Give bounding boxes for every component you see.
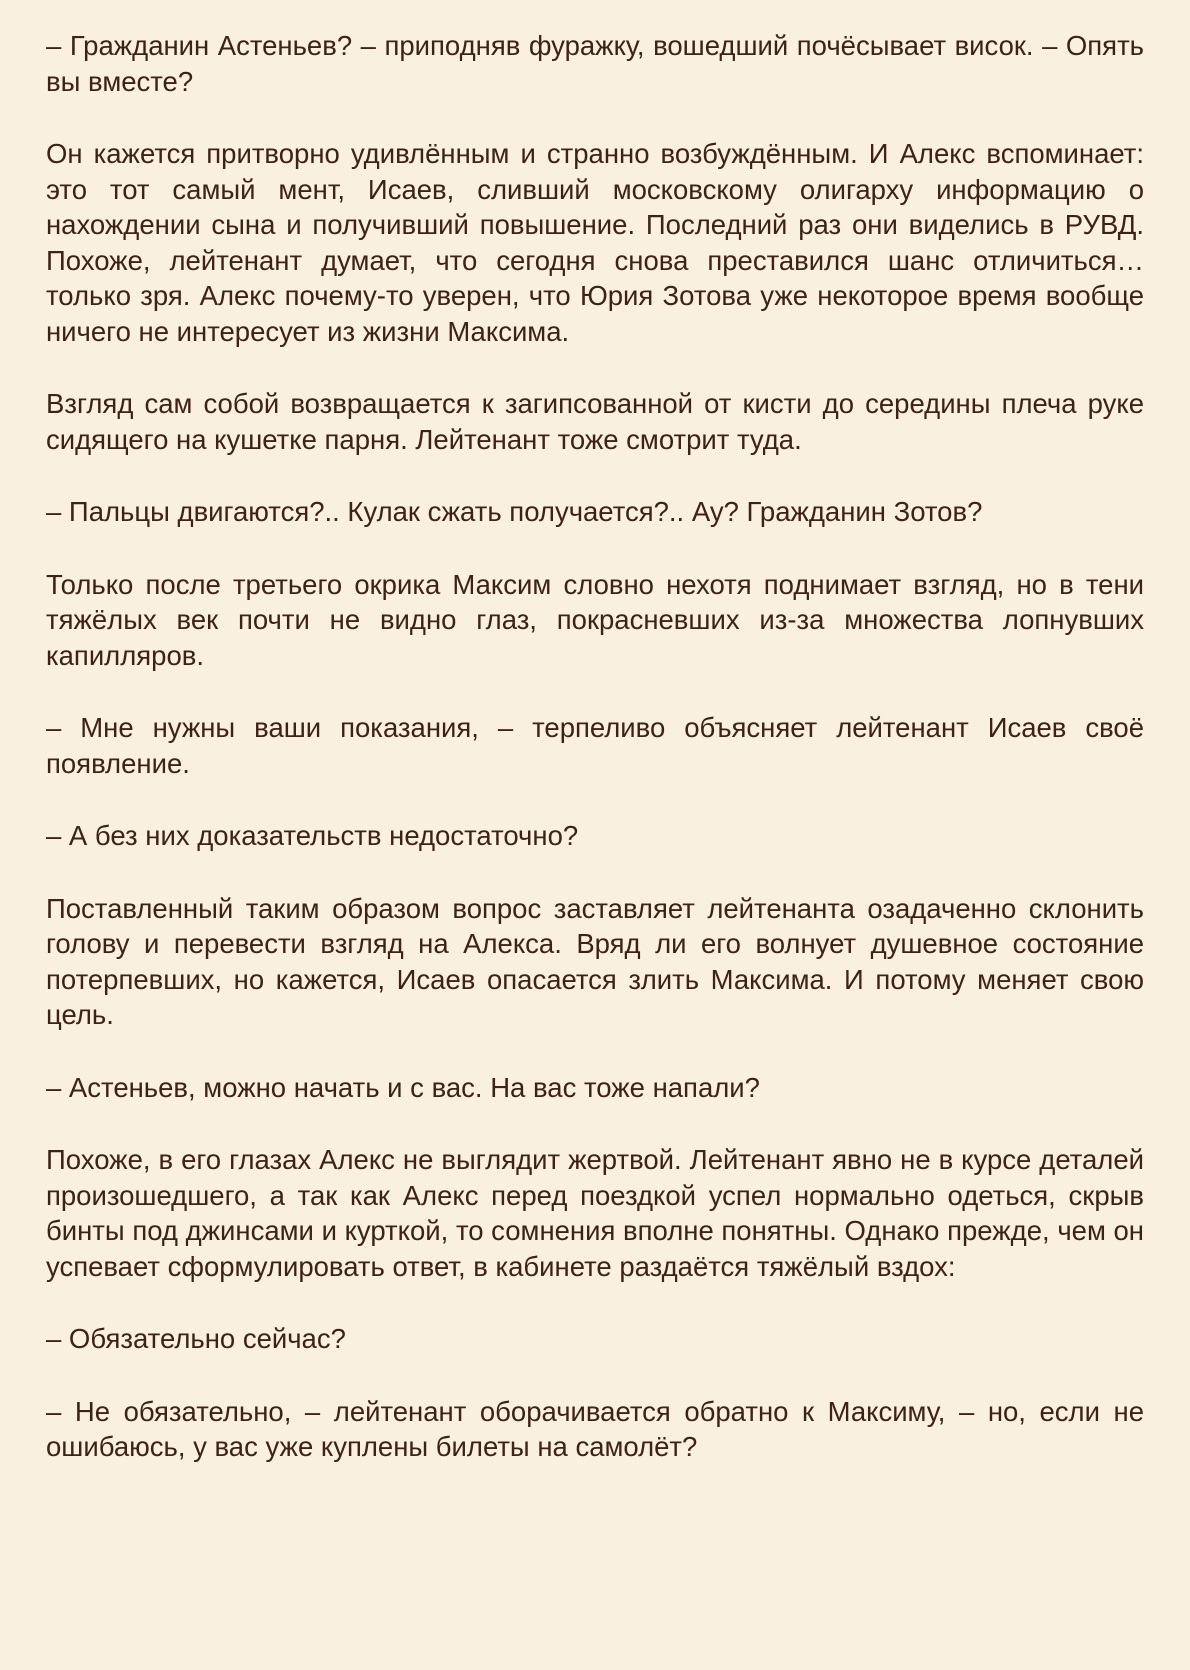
paragraph: Он кажется притворно удивлённым и странно возбуждённым. И Алекс вспоминает: это тот самый мент, Исаев, сливший московскому олигарху информацию о нахождении сына и получивший повышение. Последний раз они виделись в РУВД. Похоже, лейтенант думает, что сегодня снова преставился шанс отличиться… только зря. Алекс почему-то уверен, что Юрия Зотова уже некоторое время вообще ничего не интересует из жизни Максима. <box>46 138 1144 347</box>
paragraph: Только после третьего окрика Максим словно нехотя поднимает взгляд, но в тени тяжёлых век почти не видно глаз, покрасневших из-за множества лопнувших капилляров. <box>46 568 1144 671</box>
paragraph: – Пальцы двигаются?.. Кулак сжать получается?.. Ау? Гражданин Зотов? <box>46 496 983 527</box>
paragraph: Взгляд сам собой возвращается к загипсованной от кисти до середины плеча руке сидящего на кушетке парня. Лейтенант тоже смотрит туда. <box>46 388 1144 455</box>
paragraph: – Гражданин Астеньев? – приподняв фуражку, вошедший почёсывает висок. – Опять вы вместе? <box>46 30 1144 97</box>
paragraph: – Мне нужны ваши показания, – терпеливо объясняет лейтенант Исаев своё появление. <box>46 712 1144 779</box>
paragraph: – Не обязательно, – лейтенант оборачивается обратно к Максиму, – но, если не ошибаюсь, у вас уже куплены билеты на самолёт? <box>46 1395 1144 1462</box>
paragraph: Поставленный таким образом вопрос заставляет лейтенанта озадаченно склонить голову и перевести взгляд на Алекса. Вряд ли его волнует душевное состояние потерпевших, но кажется, Исаев опасается злить Максима. И потому меняет свою цель. <box>46 892 1144 1030</box>
paragraph: – Астеньев, можно начать и с вас. На вас тоже напали? <box>46 1071 760 1103</box>
paragraph: Похоже, в его глазах Алекс не выглядит жертвой. Лейтенант явно не в курсе деталей произошедшего, а так как Алекс перед поездкой успел нормально одеться, скрыв бинты под джинсами и курткой, то сомнения вполне понятны. Однако прежде, чем он успевает сформулировать ответ, в кабинете раздаётся тяжёлый вздох: <box>46 1144 1144 1282</box>
document-page <box>46 28 1144 1465</box>
paragraph: – Обязательно сейчас? <box>46 1323 346 1354</box>
paragraph: – А без них доказательств недостаточно? <box>46 820 579 851</box>
